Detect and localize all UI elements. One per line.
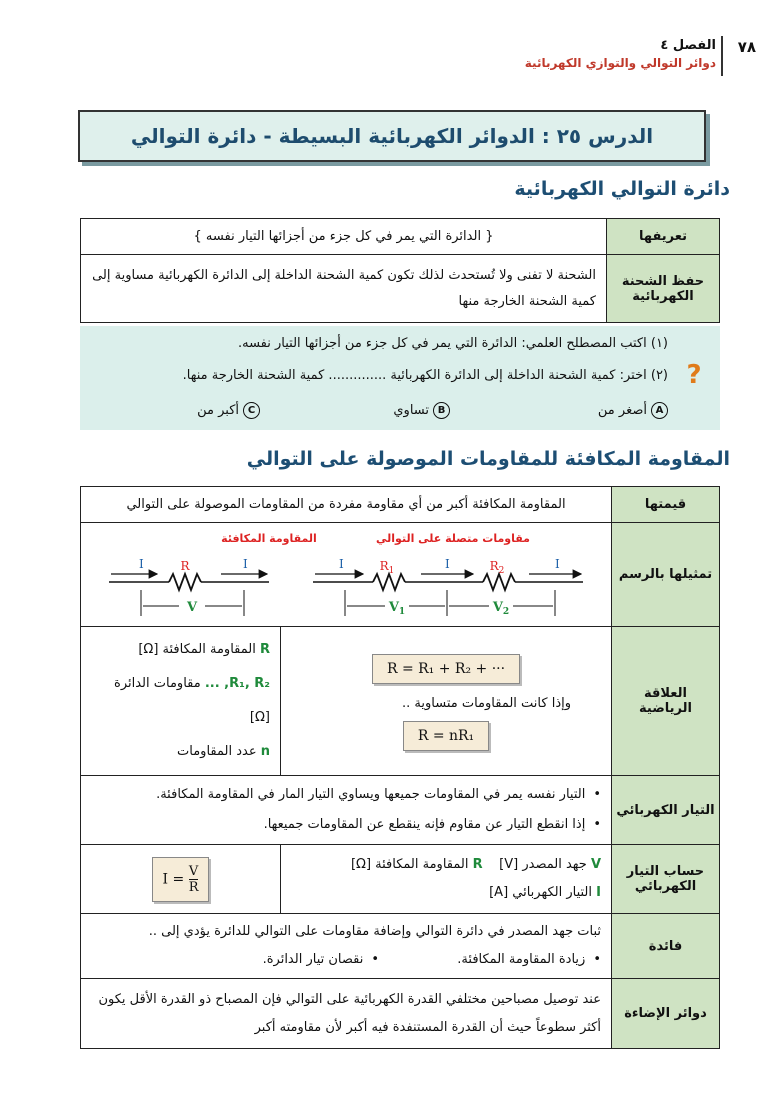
question-2: (٢) اختر: كمية الشحنة الداخلة إلى الدائرة الكهربائية .............. كمية الشحنة الخارجة منها. xyxy=(182,368,668,383)
legend-item: n عدد المقاومات xyxy=(177,744,270,759)
series-definition-table xyxy=(80,218,720,323)
current-label: I xyxy=(339,556,344,571)
legend-item: V جهد المصدر [V] R المقاومة المكافئة [Ω] xyxy=(350,857,601,872)
header-divider xyxy=(721,36,723,76)
formula-cell xyxy=(281,627,612,776)
row-label: قيمتها xyxy=(612,487,720,523)
legend-item: R المقاومة المكافئة [Ω] xyxy=(138,642,270,657)
equivalent-caption: المقاومة المكافئة xyxy=(221,531,317,545)
benefit-point: • زيادة المقاومة المكافئة. xyxy=(457,952,601,967)
lighting-text: عند توصيل مصباحين مختلفي القدرة الكهربائية على التوالي فإن المصباح ذو القدرة الأقل يكون أكثر سطوعاً حيث أن القدرة المستنفدة فيه أكبر لأن مقاومته أكبر xyxy=(81,979,612,1049)
voltage-label: V xyxy=(186,599,198,615)
question-1: (١) اكتب المصطلح العلمي: الدائرة التي يمر في كل جزء من أجزائها التيار نفسه. xyxy=(237,336,668,351)
circuit-diagram-cell xyxy=(81,523,612,627)
ohm-law-cell xyxy=(81,845,281,914)
voltage-label-v2: $V_2$ xyxy=(492,599,510,617)
definition-text: { الدائرة التي يمر في كل جزء من أجزائها التيار نفسه } xyxy=(81,219,607,255)
benefit-content xyxy=(81,914,612,979)
section-title-series-circuit: دائرة التوالي الكهربائية xyxy=(514,178,730,200)
current-label: I xyxy=(139,556,144,571)
benefit-point: • نقصان تيار الدائرة. xyxy=(263,952,379,967)
page-number: ٧٨ xyxy=(737,38,756,56)
row-label: التيار الكهربائي xyxy=(612,776,720,845)
benefit-text: ثبات جهد المصدر في دائرة التوالي وإضافة مقاومات على التوالي للدائرة يؤدي إلى .. xyxy=(148,924,601,939)
row-label: تعريفها xyxy=(607,219,720,255)
legend-item: R₁, R₂, ... مقاومات الدائرة [Ω] xyxy=(114,676,270,725)
section-title-equivalent-resistance: المقاومة المكافئة للمقاومات الموصولة على التوالي xyxy=(246,448,730,470)
page-header xyxy=(506,34,756,86)
option-letter: A xyxy=(651,402,668,419)
question-icon: ? xyxy=(686,360,702,390)
chapter-subtitle: دوائر التوالي والتوازي الكهربائية xyxy=(524,56,716,70)
row-label: دوائر الإضاءة xyxy=(612,979,720,1049)
current-label: I xyxy=(243,556,248,571)
option-c[interactable]: Cأكبر من xyxy=(197,402,260,419)
current-label: I xyxy=(555,556,560,571)
series-caption: مقاومات متصلة على التوالي xyxy=(376,531,530,545)
resistor-label-r2: $R_2$ xyxy=(489,558,505,576)
option-b[interactable]: Bتساوي xyxy=(393,402,450,419)
calc-legend xyxy=(281,845,612,914)
current-point: • التيار نفسه يمر في المقاومات جميعها ويساوي التيار المار في المقاومة المكافئة. xyxy=(91,780,601,810)
row-label: فائدة xyxy=(612,914,720,979)
option-letter: C xyxy=(243,402,260,419)
option-a[interactable]: Aأصغر من xyxy=(598,402,668,419)
row-label: تمثيلها بالرسم xyxy=(612,523,720,627)
current-label: I xyxy=(445,556,450,571)
legend-item: I التيار الكهربائي [A] xyxy=(489,885,601,900)
equal-formula: R = nR₁ xyxy=(403,721,489,751)
current-notes xyxy=(81,776,612,845)
voltage-label-v1: $V_1$ xyxy=(388,599,406,617)
option-letter: B xyxy=(433,402,450,419)
series-formula: R = R₁ + R₂ + ··· xyxy=(372,654,520,684)
equivalent-resistor xyxy=(169,574,201,590)
current-point: • إذا انقطع التيار عن مقاوم فإنه ينقطع عن المقاومات جميعها. xyxy=(91,810,601,840)
equal-resistors-text: وإذا كانت المقاومات متساوية .. xyxy=(402,695,571,711)
row-label: حفظ الشحنة الكهربائية xyxy=(607,255,720,323)
row-label: حساب التيار الكهربائي xyxy=(612,845,720,914)
row-label: العلاقة الرياضية xyxy=(612,627,720,776)
chapter-label: الفصل ٤ xyxy=(660,38,716,53)
lesson-title: الدرس ٢٥ : الدوائر الكهربائية البسيطة - دائرة التوالي xyxy=(78,110,706,162)
resistor-label-r1: $R_1$ xyxy=(379,558,395,576)
circuit-diagram xyxy=(81,524,611,626)
formula-legend xyxy=(81,627,281,776)
resistor-label: R xyxy=(180,558,190,573)
equivalent-resistance-table xyxy=(80,486,720,1049)
charge-conservation-text: الشحنة لا تفنى ولا تُستحدث لذلك تكون كمية الشحنة الداخلة إلى الدائرة الكهربائية مساوية إلى كمية الشحنة الخارجة منها xyxy=(81,255,607,323)
question-box xyxy=(80,326,720,430)
value-text: المقاومة المكافئة أكبر من أي مقاومة مفردة من المقاومات الموصولة على التوالي xyxy=(81,487,612,523)
resistor-r2 xyxy=(483,574,515,590)
resistor-r1 xyxy=(373,574,405,590)
ohm-law-formula: I = $\frac{V}{R}$ xyxy=(152,857,210,902)
